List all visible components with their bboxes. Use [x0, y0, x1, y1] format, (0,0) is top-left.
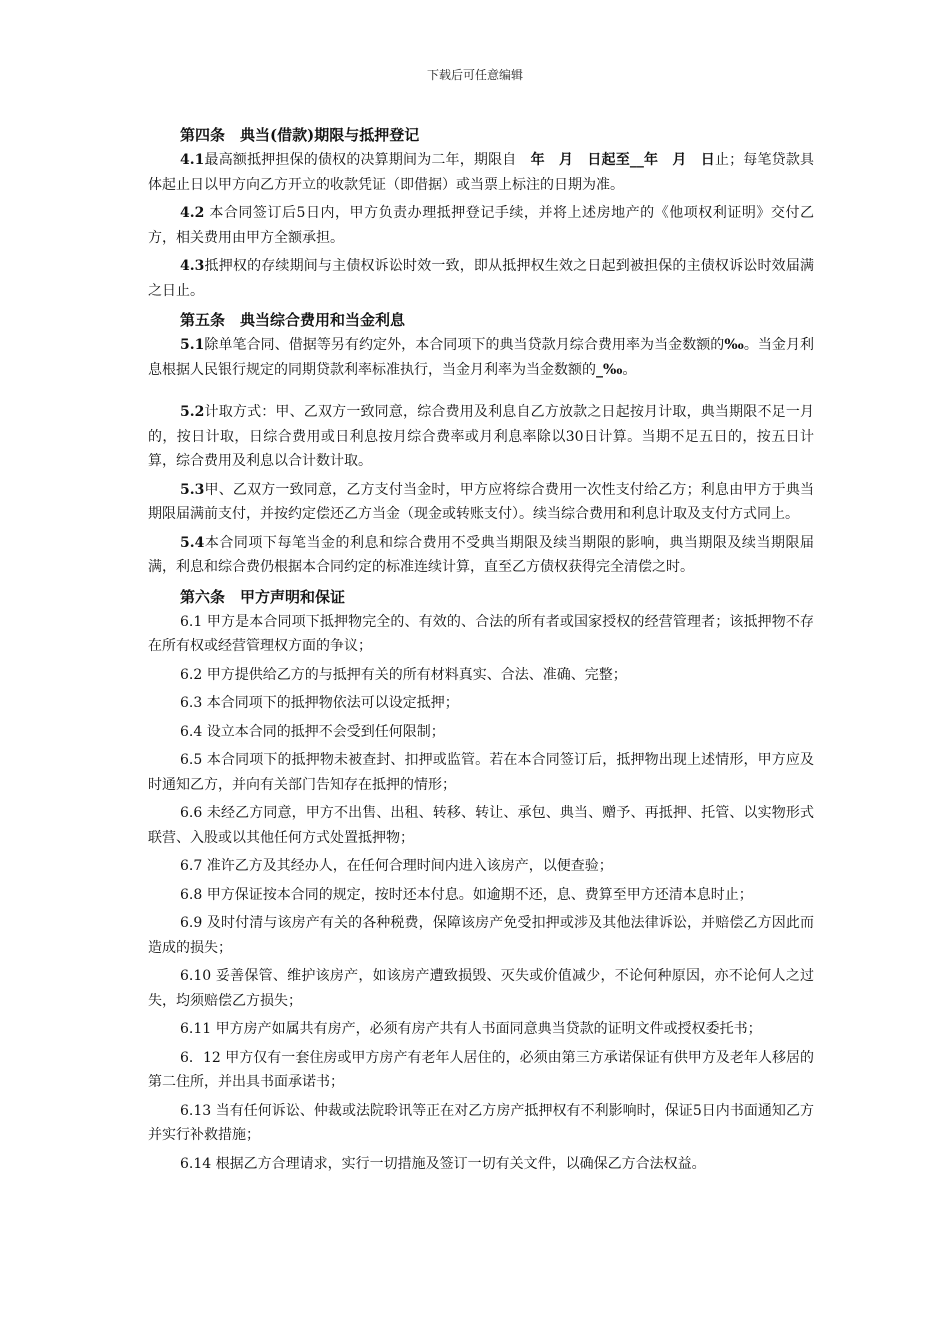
page-header: 下载后可任意编辑: [426, 68, 523, 82]
clause-6-6: 6.6 未经乙方同意，甲方不出售、出租、转移、转让、承包、典当、赠予、再抵押、托管、以实物形式联营、入股或以其他任何方式处置抵押物；: [148, 805, 814, 846]
clause-6-14: 6.14 根据乙方合理请求，实行一切措施及签订一切有关文件，以确保乙方合法权益。: [180, 1155, 706, 1172]
clause-6-11: 6.11 甲方房产如属共有房产，必须有房产共有人书面同意典当贷款的证明文件或授权委托书；: [180, 1021, 762, 1037]
clause-number: 5.4: [180, 534, 205, 551]
clause-6-4: 6.4 设立本合同的抵押不会受到任何限制；: [180, 723, 445, 740]
clause-6-12: 6．12 甲方仅有一套住房或甲方房产有老年人居住的，必须由第三方承诺保证有供甲方及老年人移居的第二住所，并出具书面承诺书；: [148, 1049, 814, 1090]
clause-number: 4.3: [180, 258, 205, 274]
clause-number: 5.1: [180, 337, 205, 353]
clause-text: 抵押权的存续期间与主债权诉讼时效一致，即从抵押权生效之日起到被担保的主债权诉讼时效届满之日止。: [148, 258, 814, 299]
clause-number: 4.1: [180, 152, 205, 168]
clause-6-13: 6.13 当有任何诉讼、仲裁或法院聆讯等正在对乙方房产抵押权有不利影响时，保证5日内书面通知乙方并实行补救措施；: [148, 1102, 814, 1143]
permil-sign: ‰: [724, 337, 744, 353]
clause-text: 计取方式：甲、乙双方一致同意，综合费用及利息自乙方放款之日起按月计取，典当期限不足一月的，按日计取，日综合费用或日利息按月综合费率或月利息率除以30日计算。当期不足五日的，按五日计算，综合费用及利息以合计数计取。: [148, 404, 814, 469]
clause-6-3: 6.3 本合同项下的抵押物依法可以设定抵押；: [180, 695, 459, 711]
clause-4-2: [148, 201, 814, 250]
clause-text: 本合同项下每笔当金的利息和综合费用不受典当期限及续当期限的影响，典当期限及续当期限届满，利息和综合费仍根据本合同约定的标准连续计算，直至乙方债权获得完全清偿之时。: [148, 534, 814, 575]
clause-number: 5.2: [180, 404, 205, 420]
clause-6-5: 6.5 本合同项下的抵押物未被查封、扣押或监管。若在本合同签订后，抵押物出现上述情形，甲方应及时通知乙方，并向有关部门告知存在抵押的情形；: [148, 752, 814, 793]
clause-5-1: [148, 333, 814, 382]
clause-4-3: [148, 254, 814, 303]
clause-6-8: 6.8 甲方保证按本合同的规定，按时还本付息。如逾期不还，息、费算至甲方还清本息时止；: [180, 886, 753, 903]
date-blanks: 年 月 日起至__年 月 日: [530, 152, 715, 168]
clause-6-2: 6.2 甲方提供给乙方的与抵押有关的所有材料真实、合法、准确、完整；: [180, 666, 627, 683]
clause-text: 。: [622, 361, 637, 378]
section-5-title: 第五条 典当综合费用和当金利息: [180, 311, 406, 329]
clause-number: 4.2: [180, 205, 205, 221]
section-6-title: 第六条 甲方声明和保证: [180, 587, 346, 606]
clause-6-1: 6.1 甲方是本合同项下抵押物完全的、有效的、合法的所有者或国家授权的经营管理者；该抵押物不存在所有权或经营管理权方面的争议；: [148, 613, 814, 654]
spacer: [148, 386, 814, 400]
clause-number: 5.3: [180, 481, 205, 498]
clause-6-9: 6.9 及时付清与该房产有关的各种税费，保障该房产免受扣押或涉及其他法律诉讼，并赔偿乙方因此而造成的损失；: [148, 915, 814, 956]
clause-5-4: [148, 531, 814, 580]
clause-5-2: [148, 400, 814, 474]
clause-6-7: 6.7 准许乙方及其经办人，在任何合理时间内进入该房产，以便查验；: [180, 858, 613, 874]
clause-text: 本合同签订后5日内，甲方负责办理抵押登记手续，并将上述房地产的《他项权利证明》交付乙方，相关费用由甲方全额承担。: [148, 205, 814, 246]
section-4-title: 第四条 典当(借款)期限与抵押登记: [180, 126, 420, 144]
clause-4-1: [148, 148, 814, 197]
document-body: [148, 122, 814, 1180]
clause-text: 最高额抵押担保的债权的决算期间为二年，期限自: [204, 152, 531, 168]
permil-blank: _‰: [596, 361, 623, 378]
clause-6-10: 6.10 妥善保管、维护该房产，如该房产遭致损毁、灭失或价值减少，不论何种原因，亦不论何人之过失，均须赔偿乙方损失；: [148, 968, 814, 1009]
clause-text: 除单笔合同、借据等另有约定外，本合同项下的典当贷款月综合费用率为当金数额的: [204, 337, 725, 353]
clause-text: 止；每笔贷款具体起止日以甲方向乙方开立的收款凭证（即借据）或当票上标注的日期为准。: [148, 152, 815, 193]
clause-5-3: [148, 478, 814, 527]
clause-text: 。当金月利息根据人民银行规定的同期贷款利率标准执行，当金月利率为当金数额的: [148, 337, 815, 378]
clause-text: 甲、乙双方一致同意，乙方支付当金时，甲方应将综合费用一次性支付给乙方；利息由甲方于典当期限届满前支付，并按约定偿还乙方当金（现金或转账支付）。续当综合费用和利息计取及支付方式同上。: [148, 481, 814, 522]
